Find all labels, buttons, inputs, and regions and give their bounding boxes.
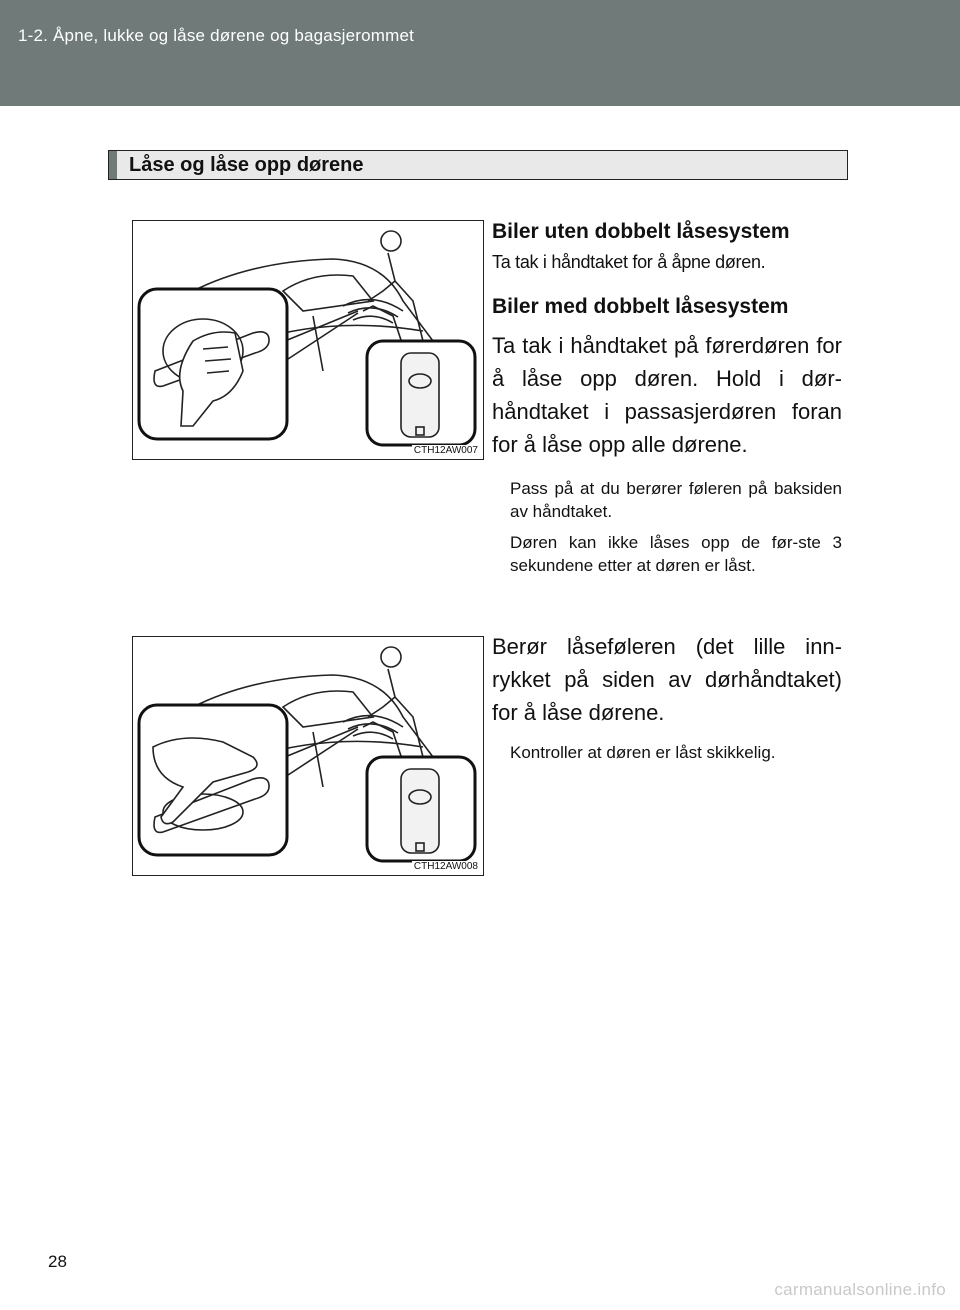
page-number: 28 — [48, 1252, 67, 1271]
illustration-grip-handle — [132, 220, 484, 460]
note-touch-sensor: Pass på at du berører føleren på baksiden av håndtaket. — [510, 479, 842, 521]
section-heading-bar — [109, 151, 117, 179]
figure-code: CTH12AW008 — [413, 861, 478, 872]
illustration-touch-sensor — [132, 636, 484, 876]
subheading-with-double-lock: Biler med dobbelt låsesystem — [492, 295, 789, 318]
figure-code: CTH12AW007 — [413, 445, 478, 456]
instruction-without-double-lock: Ta tak i håndtaket for å åpne døren. — [492, 252, 766, 272]
instruction-lock: Berør låseføleren (det lille inn-rykket på siden av dørhåndtaket) for å låse dørene. — [492, 634, 842, 725]
text-block-unlock — [492, 220, 842, 577]
footer-watermark: carmanualsonline.info — [774, 1280, 946, 1299]
subheading-without-double-lock: Biler uten dobbelt låsesystem — [492, 220, 790, 243]
note-check-locked: Kontroller at døren er låst skikkelig. — [510, 743, 776, 762]
instruction-with-double-lock: Ta tak i håndtaket på førerdøren for å låse opp døren. Hold i dør-håndtaket i passasjerdøren foran for å låse opp alle dørene. — [492, 333, 842, 457]
section-title: Låse og låse opp dørene — [129, 154, 364, 176]
note-unlock-delay: Døren kan ikke låses opp de før-ste 3 sekundene etter at døren er låst. — [510, 533, 842, 575]
section-heading-box — [108, 150, 848, 180]
car-door-touch-illustration — [133, 637, 484, 876]
breadcrumb: 1-2. Åpne, lukke og låse dørene og bagasjerommet — [18, 26, 415, 45]
page-header — [0, 0, 960, 106]
car-door-grip-illustration — [133, 221, 484, 460]
text-block-lock — [492, 630, 842, 764]
